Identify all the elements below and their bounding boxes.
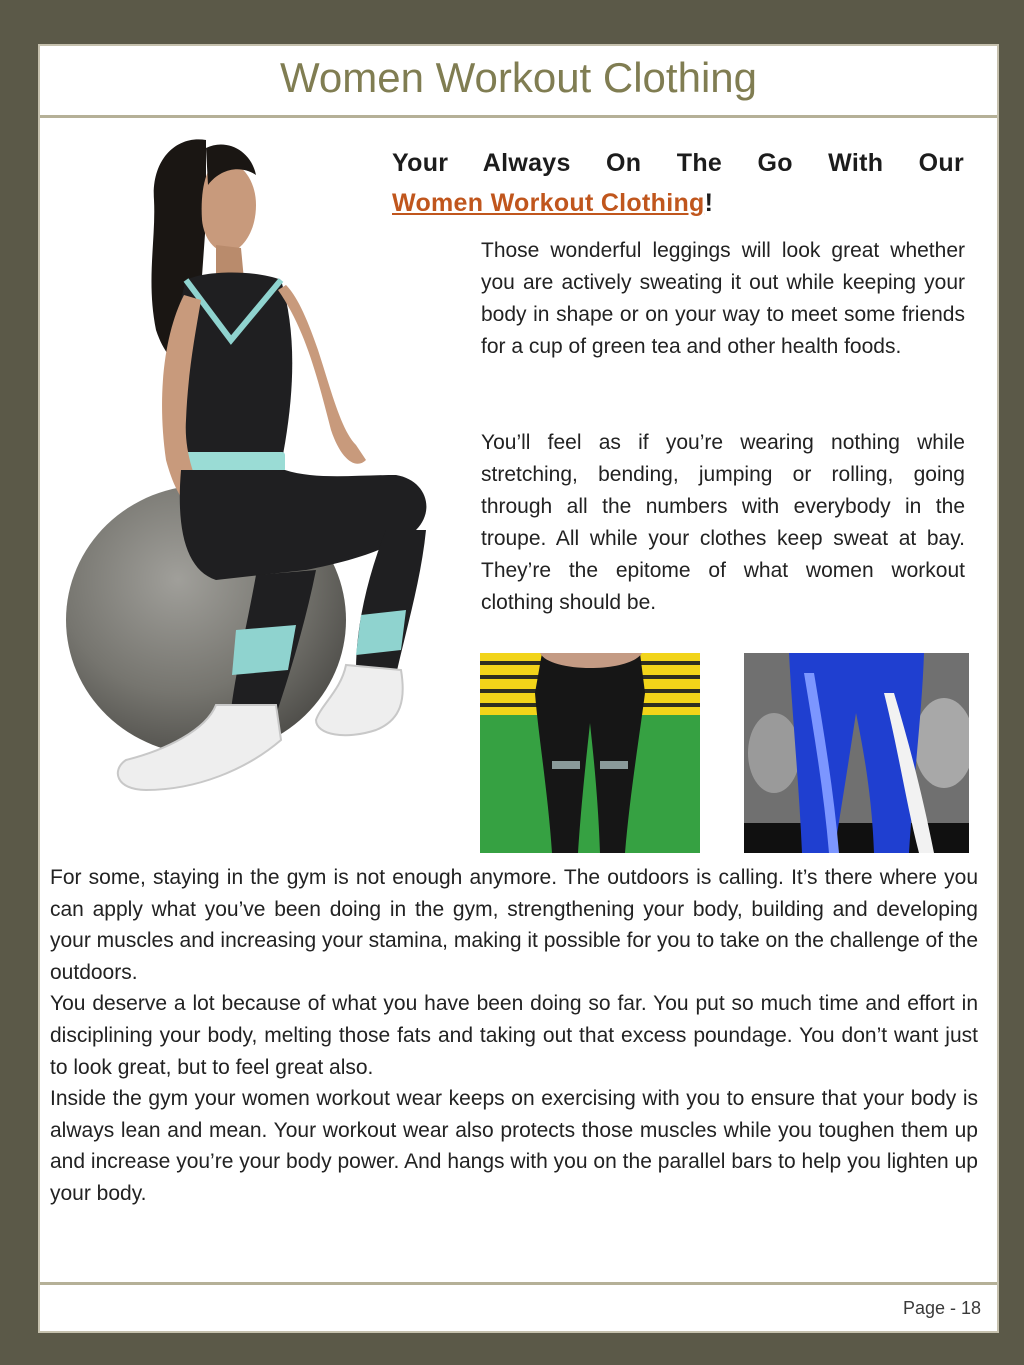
woman-on-exercise-ball-image [56, 130, 446, 820]
article-heading [392, 143, 964, 223]
heading-exclamation: ! [704, 189, 714, 217]
paragraph-stretching: You’ll feel as if you’re wearing nothing while stretching, bending, jumping or rolling, going through all the numbers with everybody in the troupe. All while your clothes keep sweat at bay. They’re the epitome of what women workout clothing should be. [481, 431, 965, 614]
page-title: Women Workout Clothing [280, 54, 757, 101]
paragraph-inside-gym: Inside the gym your women workout wear keeps on exercising with you to ensure that your body is always lean and mean. Your workout wear also protects those muscles while you toughen them up and increase you’re your body power. And hangs with you on the parallel bars to help you lighten up your body. [50, 1087, 978, 1205]
bottom-text-block [50, 862, 978, 1210]
paragraph-deserve: You deserve a lot because of what you have been doing so far. You put so much time and effort in disciplining your body, melting those fats and taking out that excess poundage. You don’t want just to look great, but to feel great also. [50, 992, 978, 1079]
title-bar [40, 46, 997, 118]
leggings-photo-blue [744, 653, 969, 853]
paragraph-leggings: Those wonderful leggings will look great whether you are actively sweating it out while keeping your body in shape or on your way to meet some friends for a cup of green tea and other health foods. [481, 239, 965, 358]
footer [40, 1286, 997, 1333]
heading-text: Your Always On The Go With Our [392, 149, 964, 177]
leggings-photo-green-wall [480, 653, 700, 853]
paragraph-outdoors: For some, staying in the gym is not enough anymore. The outdoors is calling. It’s there where you can apply what you’ve been doing in the gym, strengthening your body, building and developing your muscles and increasing your stamina, making it possible for you to take on the challenge of the outdoors. [50, 866, 979, 984]
page-number: Page - 18 [902, 1298, 981, 1318]
women-workout-clothing-link[interactable]: Women Workout Clothing [392, 189, 705, 217]
